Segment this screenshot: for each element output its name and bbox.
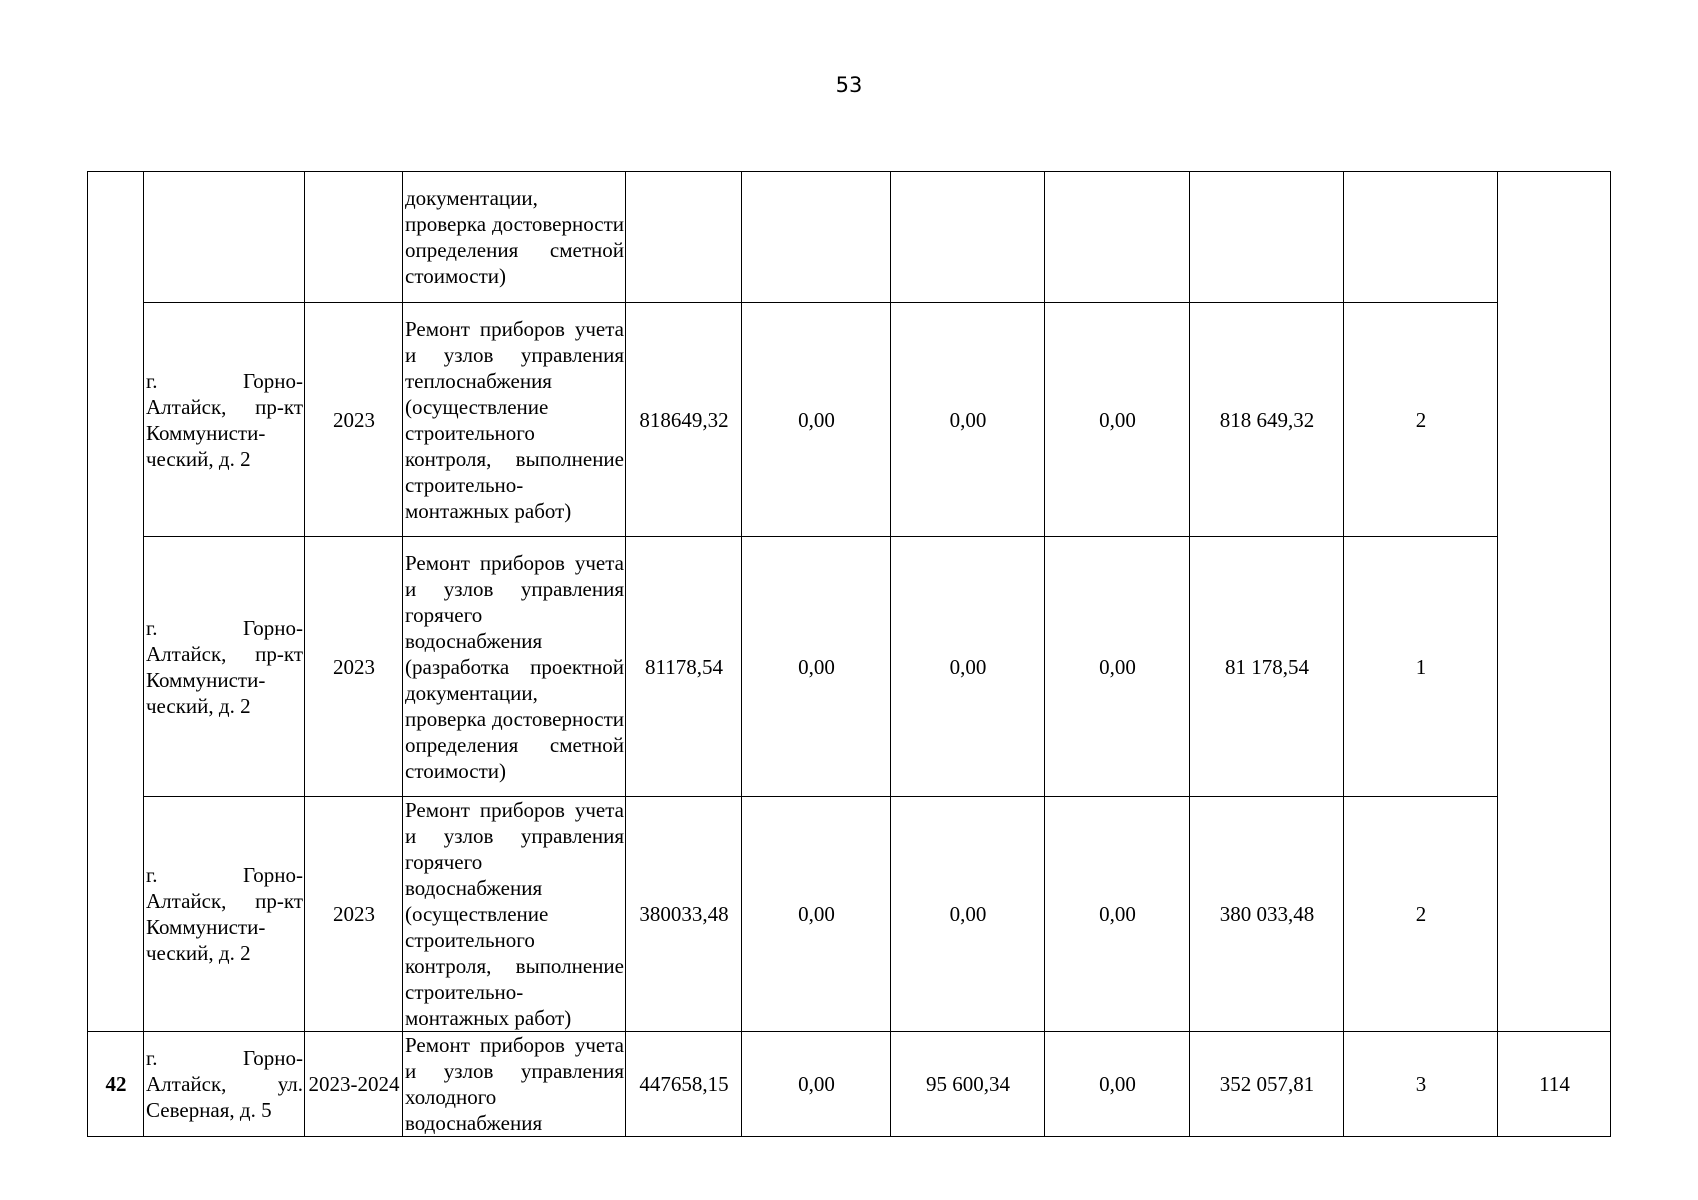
- owners-funds-cell: 81 178,54: [1190, 537, 1344, 797]
- fund-cell: 0,00: [742, 537, 891, 797]
- table-row: [88, 1032, 1611, 1137]
- address-cell: г. Горно-Алтайск, пр-кт Коммунисти-ческий, д. 2: [144, 537, 305, 797]
- capital-repair-table: [87, 171, 1611, 1137]
- work-description-cell: документации, проверка достоверности определения сметной стоимости): [403, 172, 626, 303]
- budget-local-cell: 0,00: [1045, 303, 1190, 537]
- owners-funds-cell: 380 033,48: [1190, 797, 1344, 1032]
- stage-cell: 1: [1344, 537, 1498, 797]
- work-description-cell: Ремонт приборов учета и узлов управления горячего водоснабжения (осуществление строительного контроля, выполнение строительно-монтажных работ): [403, 797, 626, 1032]
- stage-cell: 2: [1344, 797, 1498, 1032]
- work-description-cell: Ремонт приборов учета и узлов управления теплоснабжения (осуществление строительного контроля, выполнение строительно-монтажных работ): [403, 303, 626, 537]
- work-description-cell: Ремонт приборов учета и узлов управления холодного водоснабжения: [403, 1032, 626, 1137]
- row-number-cell: 42: [88, 1032, 144, 1137]
- budget-region-cell: 0,00: [891, 797, 1045, 1032]
- total-cost-cell: 380033,48: [626, 797, 742, 1032]
- budget-region-cell: [891, 172, 1045, 303]
- work-description-cell: Ремонт приборов учета и узлов управления горячего водоснабжения (разработка проектной документации, проверка достоверности определения сметной стоимости): [403, 537, 626, 797]
- year-cell: [305, 172, 403, 303]
- fund-cell: 0,00: [742, 303, 891, 537]
- owners-funds-cell: 818 649,32: [1190, 303, 1344, 537]
- total-cost-cell: 818649,32: [626, 303, 742, 537]
- budget-local-cell: 0,00: [1045, 797, 1190, 1032]
- address-cell: [144, 172, 305, 303]
- row-number-cell: [88, 172, 144, 1032]
- fund-cell: 0,00: [742, 797, 891, 1032]
- table-row: [88, 172, 1611, 303]
- budget-local-cell: 0,00: [1045, 1032, 1190, 1137]
- year-cell: 2023: [305, 303, 403, 537]
- budget-local-cell: 0,00: [1045, 537, 1190, 797]
- address-cell: г. Горно-Алтайск, ул. Северная, д. 5: [144, 1032, 305, 1137]
- owners-funds-cell: [1190, 172, 1344, 303]
- stage-cell: [1344, 172, 1498, 303]
- total-cost-cell: 447658,15: [626, 1032, 742, 1137]
- address-cell: г. Горно-Алтайск, пр-кт Коммунисти-ческий, д. 2: [144, 303, 305, 537]
- fund-cell: [742, 172, 891, 303]
- budget-region-cell: 0,00: [891, 537, 1045, 797]
- total-cost-cell: 81178,54: [626, 537, 742, 797]
- stage-cell: 2: [1344, 303, 1498, 537]
- year-cell: 2023-2024: [305, 1032, 403, 1137]
- table-row: [88, 303, 1611, 537]
- year-cell: 2023: [305, 537, 403, 797]
- count-cell: 114: [1498, 1032, 1611, 1137]
- table-row: [88, 797, 1611, 1032]
- table-row: [88, 537, 1611, 797]
- stage-cell: 3: [1344, 1032, 1498, 1137]
- total-cost-cell: [626, 172, 742, 303]
- year-cell: 2023: [305, 797, 403, 1032]
- count-cell: [1498, 172, 1611, 1032]
- budget-region-cell: 95 600,34: [891, 1032, 1045, 1137]
- page-number: 53: [835, 73, 863, 97]
- owners-funds-cell: 352 057,81: [1190, 1032, 1344, 1137]
- address-cell: г. Горно-Алтайск, пр-кт Коммунисти-ческий, д. 2: [144, 797, 305, 1032]
- budget-local-cell: [1045, 172, 1190, 303]
- fund-cell: 0,00: [742, 1032, 891, 1137]
- budget-region-cell: 0,00: [891, 303, 1045, 537]
